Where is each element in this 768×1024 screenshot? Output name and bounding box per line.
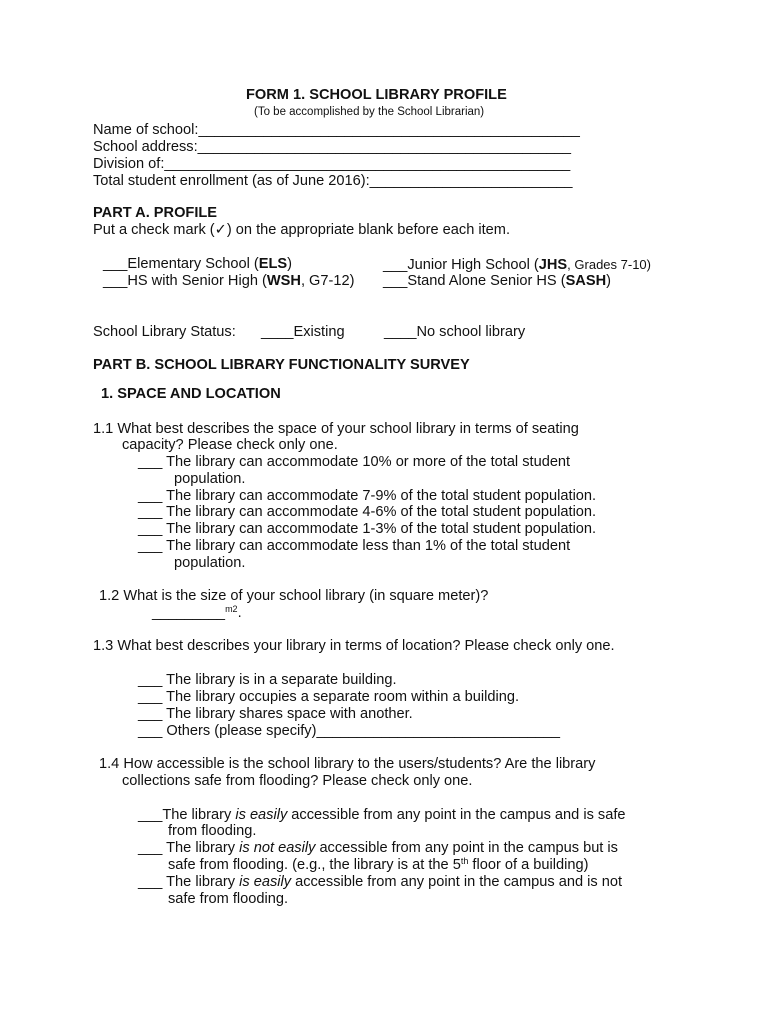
q1-4-option-cont: safe from flooding. (e.g., the library is at the 5th floor of a building) <box>168 856 589 873</box>
q1-3-option: ___ The library occupies a separate room within a building. <box>138 689 520 705</box>
option-stand-alone-senior-hs: ___Stand Alone Senior HS (SASH) <box>383 273 611 289</box>
form-subtitle: (To be accomplished by the School Librarian) <box>254 106 485 118</box>
q1-1-option-cont: population. <box>174 555 246 571</box>
q1-4-option: ___The library is easily accessible from any point in the campus and is safe <box>138 807 626 823</box>
part-a-instruction: Put a check mark (✓) on the appropriate blank before each item. <box>93 222 511 238</box>
question-1-4-cont: collections safe from flooding? Please check only one. <box>122 773 473 789</box>
status-no-library: ____No school library <box>384 324 526 340</box>
division-field: Division of:__________________________________________________ <box>93 156 571 172</box>
q1-4-option-cont: from flooding. <box>168 823 257 839</box>
q1-1-option: ___ The library can accommodate 4-6% of the total student population. <box>138 504 597 520</box>
question-1-1-cont: capacity? Please check only one. <box>122 437 338 453</box>
question-1-1: 1.1 What best describes the space of your school library in terms of seating <box>93 421 579 437</box>
q1-1-option: ___ The library can accommodate 1-3% of the total student population. <box>138 521 597 537</box>
question-1-2: 1.2 What is the size of your school library (in square meter)? <box>99 588 489 604</box>
q1-4-option-cont: safe from flooding. <box>168 891 289 907</box>
name-of-school-field: Name of school:_______________________________________________ <box>93 122 580 138</box>
option-hs-with-senior-high: ___HS with Senior High (WSH, G7-12) <box>103 273 355 289</box>
q1-3-option: ___ The library is in a separate building. <box>138 672 397 688</box>
part-a-heading: PART A. PROFILE <box>93 205 218 221</box>
section-space-location: 1. SPACE AND LOCATION <box>101 386 281 402</box>
part-b-heading: PART B. SCHOOL LIBRARY FUNCTIONALITY SURVEY <box>93 357 470 373</box>
status-existing: ____Existing <box>261 324 345 340</box>
question-1-3: 1.3 What best describes your library in terms of location? Please check only one. <box>93 638 615 654</box>
option-elementary-school: ___Elementary School (ELS) <box>103 256 293 272</box>
q1-4-option: ___ The library is not easily accessible from any point in the campus but is <box>138 840 618 856</box>
library-status-label: School Library Status: <box>93 324 236 340</box>
q1-3-option: ___ Others (please specify)______________________________ <box>138 723 560 739</box>
q1-1-option: ___ The library can accommodate 7-9% of the total student population. <box>138 488 597 504</box>
q1-1-option: ___ The library can accommodate 10% or more of the total student <box>138 454 571 470</box>
form-title: FORM 1. SCHOOL LIBRARY PROFILE <box>246 87 507 103</box>
school-address-field: School address:______________________________________________ <box>93 139 572 155</box>
question-1-4: 1.4 How accessible is the school library to the users/students? Are the library <box>99 756 596 772</box>
q1-1-option-cont: population. <box>174 471 246 487</box>
option-junior-high-school: ___Junior High School (JHS, Grades 7-10) <box>383 257 651 273</box>
q1-1-option: ___ The library can accommodate less than 1% of the total student <box>138 538 571 554</box>
q1-3-option: ___ The library shares space with another. <box>138 706 413 722</box>
square-meter-blank: _________$^{m2}$. <box>152 604 242 621</box>
q1-4-option: ___ The library is easily accessible from any point in the campus and is not <box>138 874 623 890</box>
enrollment-field: Total student enrollment (as of June 2016):_________________________ <box>93 173 573 189</box>
